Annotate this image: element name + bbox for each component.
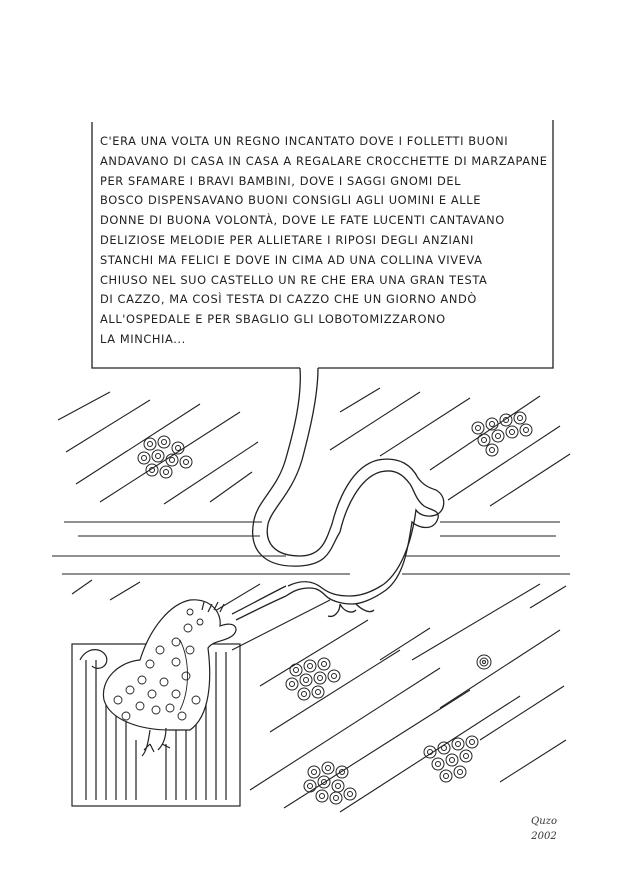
flower-single [477, 655, 491, 669]
rooster-silhouette-feet [328, 604, 374, 616]
signature-name: Quzo [531, 816, 557, 827]
flower-cluster-lower-middle [304, 762, 356, 804]
hatch-upper-left [58, 392, 258, 504]
flower-cluster-upper-right [472, 412, 532, 456]
horizon-lines [52, 522, 570, 574]
hatch-upper-right [330, 388, 570, 506]
decorated-rooster [80, 600, 236, 756]
balloon-tail [253, 368, 439, 604]
rooster-beak-tail [232, 586, 286, 620]
flower-cluster-lower-right [424, 736, 478, 782]
flower-cluster-upper-left [138, 436, 192, 478]
signature-year: 2002 [531, 831, 557, 842]
flower-cluster-middle [286, 658, 340, 700]
caption-text: C'ERA UNA VOLTA UN REGNO INCANTATO DOVE I FOLLETTI BUONI ANDAVANO DI CASA IN CASA A REGALARE CROCCHETTE DI MARZAPANE PER SFAMARE I BRAVI BAMBINI, DOVE I SAGGI GNOMI DEL BOSCO DISPENSAVANO BUONI CONSIGLI AGLI UOMINI E ALLE DONNE DI BUONA VOLONTÀ, DOVE LE FATE LUCENTI CANTAVANO DELIZIOSE MELODIE PER ALLIETARE I RIPOSI DEGLI ANZIANI STANCHI MA FELICI E DOVE IN CIMA AD UNA COLLINA VIVEVA CHIUSO NEL SUO CASTELLO UN RE CHE ERA UNA GRAN TESTA DI CAZZO, MA COSÌ TESTA DI CAZZO CHE UN GIORNO ANDÒ ALL'OSPEDALE E PER SBAGLIO GLI LOBOTOMIZZARONO LA MINCHIA... [100, 134, 548, 346]
signature [514, 814, 574, 844]
